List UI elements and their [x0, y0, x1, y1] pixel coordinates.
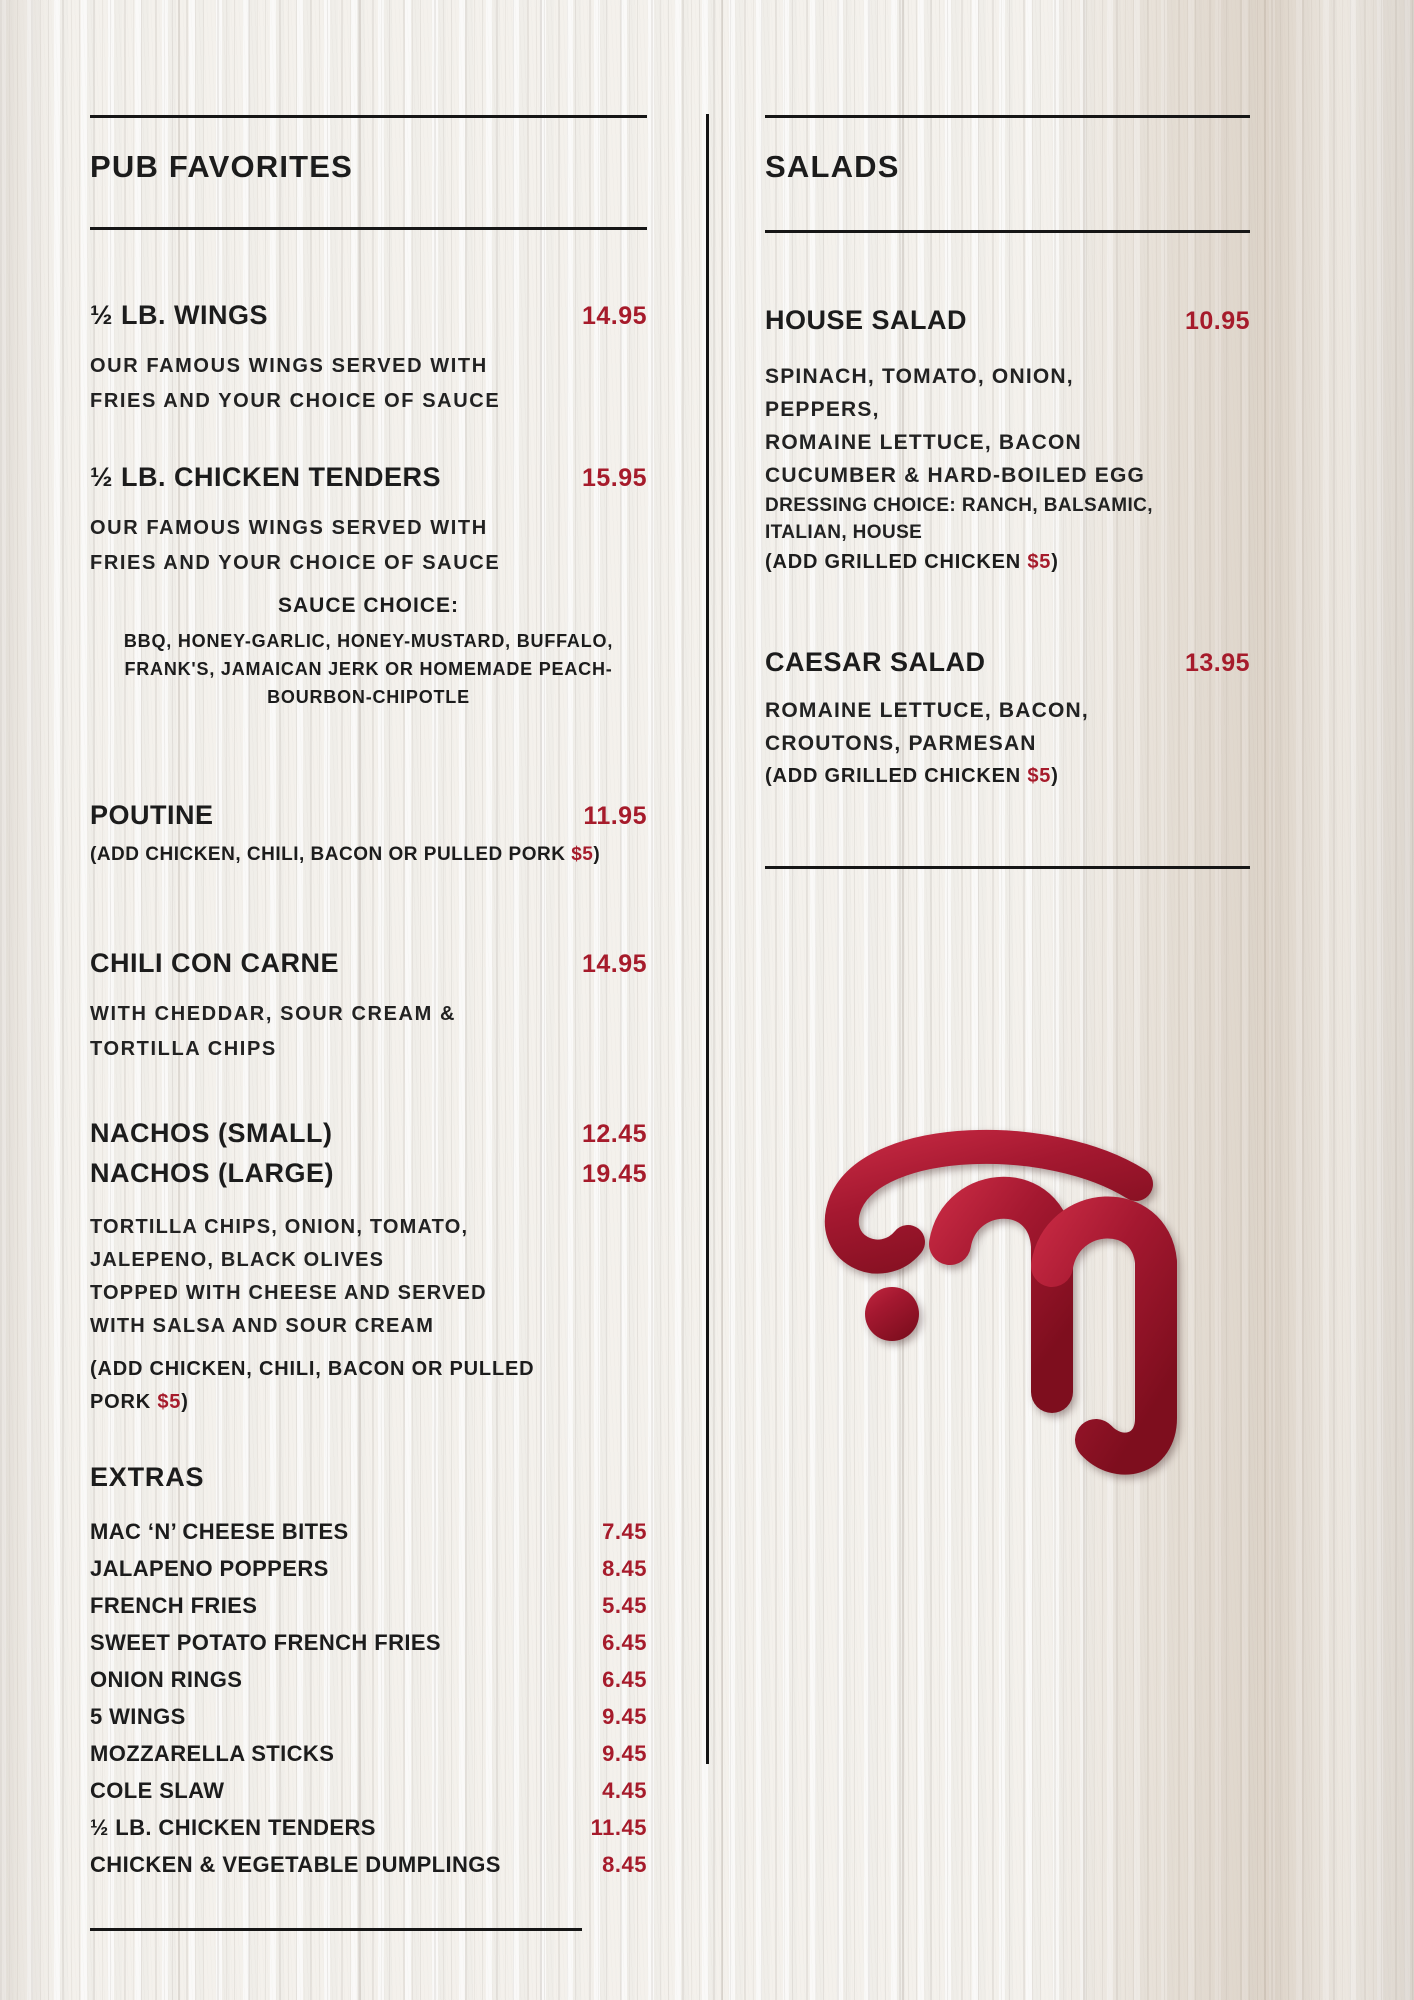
- item-name: HOUSE SALAD: [765, 305, 968, 335]
- addon-note-text: (ADD GRILLED CHICKEN: [765, 551, 1028, 573]
- addon-note-text: (ADD CHICKEN, CHILI, BACON OR PULLED PORK: [90, 844, 572, 865]
- sauce-line: BBQ, HONEY-GARLIC, HONEY-MUSTARD, BUFFALO,: [123, 631, 614, 651]
- item-price: 14.95: [581, 950, 647, 978]
- item-name: NACHOS (LARGE): [90, 1158, 334, 1188]
- menu-item-house-salad: [765, 302, 1250, 579]
- extras-item-price: 4.45: [602, 1778, 647, 1803]
- description-line: FRIES AND YOUR CHOICE OF SAUCE: [90, 390, 501, 412]
- extras-item-name: ONION RINGS: [90, 1667, 243, 1692]
- item-name: ½ LB. CHICKEN TENDERS: [90, 462, 442, 492]
- item-name: NACHOS (SMALL): [90, 1118, 333, 1148]
- extras-item-name: FRENCH FRIES: [90, 1593, 258, 1618]
- item-name: POUTINE: [90, 800, 214, 830]
- item-row: [765, 302, 1250, 338]
- description-line: CUCUMBER & HARD-BOILED EGG: [765, 464, 1146, 487]
- extras-item-price: 8.45: [602, 1556, 647, 1581]
- description-line: FRIES AND YOUR CHOICE OF SAUCE: [90, 552, 501, 574]
- item-row: [90, 945, 647, 981]
- extras-row: [90, 1778, 647, 1815]
- sauce-choice-lines: [90, 627, 647, 711]
- item-price: 19.45: [581, 1160, 647, 1188]
- item-price: 15.95: [581, 464, 647, 492]
- extras-item-name: COLE SLAW: [90, 1778, 225, 1803]
- addon-note: [765, 760, 1250, 793]
- sauce-choice-title: SAUCE CHOICE:: [277, 594, 459, 617]
- item-price: 14.95: [581, 302, 647, 330]
- description-line: SPINACH, TOMATO, ONION,: [765, 365, 1074, 388]
- extras-item-name: SWEET POTATO FRENCH FRIES: [90, 1630, 442, 1655]
- extras-row: [90, 1519, 647, 1556]
- addon-note: [90, 1353, 647, 1419]
- menu-item-chili: [90, 945, 647, 1067]
- item-description: [90, 349, 647, 419]
- item-description: [765, 360, 1250, 492]
- extras-heading: EXTRAS: [90, 1462, 205, 1492]
- item-description: [90, 511, 647, 581]
- description-line: TORTILLA CHIPS: [90, 1038, 277, 1060]
- menu-item-wings: [90, 297, 647, 419]
- addon-note: [765, 546, 1250, 579]
- menu-item-chicken-tenders: [90, 459, 647, 581]
- extras-row: [90, 1593, 647, 1630]
- dressing-choice: [765, 492, 1250, 546]
- item-description: [765, 694, 1250, 760]
- extras-item-price: 5.45: [602, 1593, 647, 1618]
- item-price: 13.95: [1184, 649, 1250, 677]
- addon-price: $5: [571, 844, 594, 865]
- left-heading-rule: [90, 227, 647, 230]
- addon-note-text: PORK: [90, 1391, 158, 1413]
- extras-item-name: MAC ‘N’ CHEESE BITES: [90, 1519, 349, 1544]
- pub-favorites-heading: PUB FAVORITES: [90, 149, 354, 184]
- extras-item-price: 6.45: [602, 1667, 647, 1692]
- menu-item-poutine: [90, 797, 647, 870]
- addon-note-close: ): [1051, 765, 1059, 787]
- right-top-rule: [765, 115, 1250, 118]
- sauce-line: BOURBON-CHIPOTLE: [267, 687, 470, 707]
- description-line: CROUTONS, PARMESAN: [765, 732, 1037, 755]
- extras-row: [90, 1852, 647, 1889]
- addon-note-line: (ADD CHICKEN, CHILI, BACON OR PULLED: [90, 1358, 535, 1380]
- extras-row: [90, 1741, 647, 1778]
- item-price: 12.45: [581, 1120, 647, 1148]
- description-line: OUR FAMOUS WINGS SERVED WITH: [90, 517, 488, 539]
- sauce-line: FRANK'S, JAMAICAN JERK OR HOMEMADE PEACH-: [124, 659, 613, 679]
- extras-item-name: 5 WINGS: [90, 1704, 186, 1729]
- item-price: 11.95: [583, 802, 647, 830]
- addon-price: $5: [1027, 765, 1052, 787]
- monogram-logo-m: [800, 1118, 1290, 1478]
- extras-item-price: 7.45: [602, 1519, 647, 1544]
- extras-item-price: 6.45: [602, 1630, 647, 1655]
- extras-item-price: 9.45: [602, 1741, 647, 1766]
- extras-item-price: 11.45: [590, 1815, 647, 1840]
- item-row: [765, 644, 1250, 680]
- addon-note-close: ): [1051, 551, 1059, 573]
- item-name: CHILI CON CARNE: [90, 948, 339, 978]
- extras-row: [90, 1704, 647, 1741]
- left-top-rule: [90, 115, 647, 118]
- description-line: TORTILLA CHIPS, ONION, TOMATO,: [90, 1216, 469, 1238]
- item-description: [90, 1211, 647, 1343]
- addon-note-line: [90, 1386, 647, 1419]
- monogram-m-icon: [800, 1118, 1290, 1478]
- salads-heading: SALADS: [765, 149, 900, 184]
- description-line: PEPPERS,: [765, 398, 880, 421]
- description-line: ROMAINE LETTUCE, BACON: [765, 431, 1082, 454]
- item-row: [90, 459, 647, 495]
- extras-item-price: 8.45: [602, 1852, 647, 1877]
- extras-item-name: ½ LB. CHICKEN TENDERS: [90, 1815, 376, 1840]
- addon-note: [90, 839, 647, 870]
- item-price: 10.95: [1184, 307, 1250, 335]
- item-name: CAESAR SALAD: [765, 647, 986, 677]
- extras-list: [90, 1519, 647, 1889]
- description-line: ROMAINE LETTUCE, BACON,: [765, 699, 1089, 722]
- addon-note-close: ): [593, 844, 601, 865]
- item-row: [90, 797, 647, 833]
- column-divider-line: [706, 114, 709, 1764]
- item-description: [90, 997, 647, 1067]
- description-line: WITH SALSA AND SOUR CREAM: [90, 1315, 435, 1337]
- item-row: [90, 297, 647, 333]
- addon-price: $5: [157, 1391, 182, 1413]
- dressing-line: ITALIAN, HOUSE: [765, 522, 923, 543]
- addon-price: $5: [1027, 551, 1052, 573]
- item-row: [90, 1153, 647, 1193]
- right-heading-rule: [765, 230, 1250, 233]
- description-line: JALEPENO, BLACK OLIVES: [90, 1249, 385, 1271]
- extras-item-price: 9.45: [602, 1704, 647, 1729]
- description-line: TOPPED WITH CHEESE AND SERVED: [90, 1282, 487, 1304]
- item-row: [90, 1113, 647, 1153]
- menu-item-caesar-salad: [765, 644, 1250, 793]
- description-line: WITH CHEDDAR, SOUR CREAM &: [90, 1003, 457, 1025]
- dressing-line: DRESSING CHOICE: RANCH, BALSAMIC,: [765, 495, 1153, 516]
- extras-row: [90, 1630, 647, 1667]
- extras-row: [90, 1815, 647, 1852]
- right-section-rule: [765, 866, 1250, 869]
- description-line: OUR FAMOUS WINGS SERVED WITH: [90, 355, 488, 377]
- extras-item-name: CHICKEN & VEGETABLE DUMPLINGS: [90, 1852, 501, 1877]
- addon-note-text: (ADD GRILLED CHICKEN: [765, 765, 1028, 787]
- extras-item-name: JALAPENO POPPERS: [90, 1556, 329, 1581]
- menu-item-nachos: [90, 1113, 647, 1419]
- left-bottom-rule: [90, 1928, 582, 1931]
- extras-item-name: MOZZARELLA STICKS: [90, 1741, 335, 1766]
- extras-row: [90, 1667, 647, 1704]
- item-name: ½ LB. WINGS: [90, 300, 269, 330]
- addon-note-close: ): [181, 1391, 189, 1413]
- sauce-choice-block: [90, 591, 647, 711]
- extras-row: [90, 1556, 647, 1593]
